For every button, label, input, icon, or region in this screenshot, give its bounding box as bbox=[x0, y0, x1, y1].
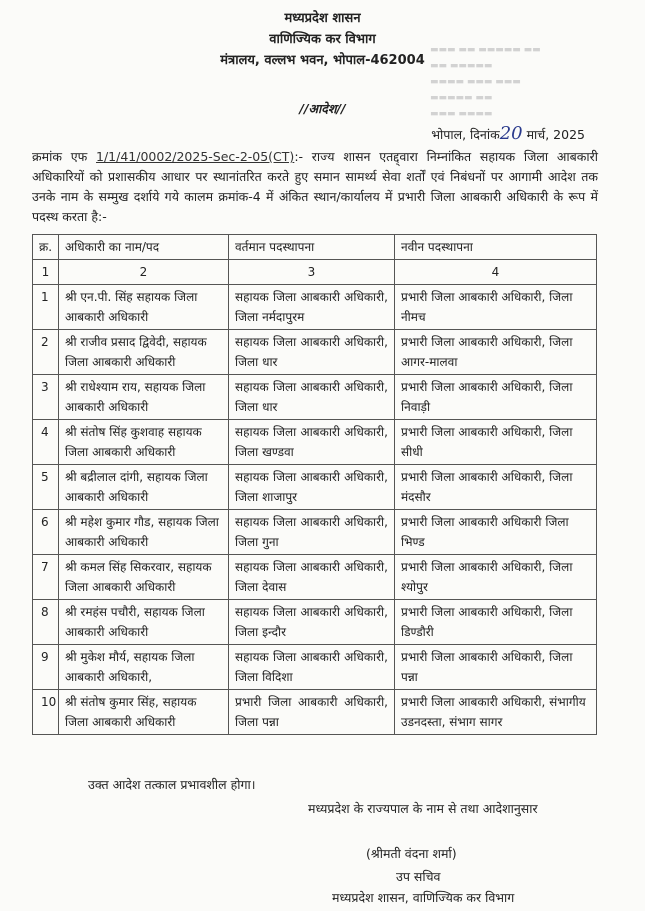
serial-number: 8 bbox=[33, 600, 59, 645]
current-posting: सहायक जिला आबकारी अधिकारी, जिला इन्दौर bbox=[229, 600, 395, 645]
date-prefix: भोपाल, दिनांक bbox=[431, 127, 500, 142]
current-posting: सहायक जिला आबकारी अधिकारी, जिला गुना bbox=[229, 510, 395, 555]
current-posting: सहायक जिला आबकारी अधिकारी, जिला शाजापुर bbox=[229, 465, 395, 510]
order-body bbox=[32, 147, 598, 227]
column-number: 2 bbox=[59, 260, 229, 285]
new-posting: प्रभारी जिला आबकारी अधिकारी, जिला पन्ना bbox=[395, 645, 597, 690]
officer-name: श्री राजीव प्रसाद द्विवेदी, सहायक जिला आबकारी अधिकारी bbox=[59, 330, 229, 375]
officer-name: श्री मुकेश मौर्य, सहायक जिला आबकारी अधिकारी, bbox=[59, 645, 229, 690]
dateline bbox=[431, 123, 585, 144]
column-header: नवीन पदस्थापना bbox=[395, 235, 597, 260]
government-name: मध्यप्रदेश शासन bbox=[284, 11, 361, 26]
new-posting: प्रभारी जिला आबकारी अधिकारी, जिला सीधी bbox=[395, 420, 597, 465]
column-number: 4 bbox=[395, 260, 597, 285]
officer-name: श्री बद्रीलाल दांगी, सहायक जिला आबकारी अधिकारी bbox=[59, 465, 229, 510]
table-row bbox=[33, 375, 597, 420]
table-row bbox=[33, 330, 597, 375]
column-header: अधिकारी का नाम/पद bbox=[59, 235, 229, 260]
current-posting: सहायक जिला आबकारी अधिकारी, जिला धार bbox=[229, 375, 395, 420]
order-number-label: क्रमांक एफ bbox=[32, 149, 97, 164]
column-number: 3 bbox=[229, 260, 395, 285]
effective-statement: उक्त आदेश तत्काल प्रभावशील होगा। bbox=[88, 777, 256, 792]
officer-name: श्री राधेश्याम राय, सहायक जिला आबकारी अधिकारी bbox=[59, 375, 229, 420]
current-posting: प्रभारी जिला आबकारी अधिकारी, जिला पन्ना bbox=[229, 690, 395, 735]
column-number: 1 bbox=[33, 260, 59, 285]
order-title: //आदेश// bbox=[299, 101, 346, 116]
column-header: क्र. bbox=[33, 235, 59, 260]
table-row bbox=[33, 285, 597, 330]
table-row bbox=[33, 465, 597, 510]
signatory-name: (श्रीमती वंदना शर्मा) bbox=[366, 846, 457, 861]
officer-name: श्री संतोष सिंह कुशवाह सहायक जिला आबकारी अधिकारी bbox=[59, 420, 229, 465]
current-posting: सहायक जिला आबकारी अधिकारी, जिला नर्मदापुरम bbox=[229, 285, 395, 330]
current-posting: सहायक जिला आबकारी अधिकारी, जिला विदिशा bbox=[229, 645, 395, 690]
officer-name: श्री रमहंस पचौरी, सहायक जिला आबकारी अधिकारी bbox=[59, 600, 229, 645]
table-row bbox=[33, 690, 597, 735]
serial-number: 1 bbox=[33, 285, 59, 330]
signatory-department: मध्यप्रदेश शासन, वाणिज्यिक कर विभाग bbox=[332, 890, 515, 905]
department-name: वाणिज्यिक कर विभाग bbox=[269, 32, 376, 47]
table-row bbox=[33, 555, 597, 600]
signatory-designation: उप सचिव bbox=[396, 869, 441, 884]
serial-number: 10 bbox=[33, 690, 59, 735]
new-posting: प्रभारी जिला आबकारी अधिकारी, जिला आगर-मालवा bbox=[395, 330, 597, 375]
new-posting: प्रभारी जिला आबकारी अधिकारी, जिला श्योपुर bbox=[395, 555, 597, 600]
new-posting: प्रभारी जिला आबकारी अधिकारी, जिला नीमच bbox=[395, 285, 597, 330]
serial-number: 9 bbox=[33, 645, 59, 690]
table-row bbox=[33, 645, 597, 690]
table-row bbox=[33, 510, 597, 555]
letterhead bbox=[0, 8, 645, 71]
column-number-row bbox=[33, 260, 597, 285]
serial-number: 6 bbox=[33, 510, 59, 555]
bleed-through-text: ▬▬▬ ▬▬ ▬▬▬▬▬ ▬▬ ▬▬ ▬▬▬▬▬ ▬▬▬▬ ▬▬▬ ▬▬▬ ▬▬▬▬▬ ▬▬ ▬▬▬ ▬▬▬▬ bbox=[430, 45, 541, 119]
officer-name: श्री एन.पी. सिंह सहायक जिला आबकारी अधिकारी bbox=[59, 285, 229, 330]
by-order-line: मध्यप्रदेश के राज्यपाल के नाम से तथा आदेशानुसार bbox=[308, 801, 538, 816]
serial-number: 7 bbox=[33, 555, 59, 600]
new-posting: प्रभारी जिला आबकारी अधिकारी जिला भिण्ड bbox=[395, 510, 597, 555]
officer-name: श्री संतोष कुमार सिंह, सहायक जिला आबकारी अधिकारी bbox=[59, 690, 229, 735]
address: मंत्रालय, वल्लभ भवन, भोपाल-462004 bbox=[220, 53, 425, 68]
file-reference: 1/1/41/0002/2025-Sec-2-05(CT) bbox=[96, 149, 295, 164]
current-posting: सहायक जिला आबकारी अधिकारी, जिला धार bbox=[229, 330, 395, 375]
serial-number: 3 bbox=[33, 375, 59, 420]
serial-number: 5 bbox=[33, 465, 59, 510]
order-text: :- राज्य शासन एतद्द्वारा निम्नांकित सहायक जिला आबकारी अधिकारियों को प्रशासकीय आधार पर स्थानांतरित करते हुए समान सामर्थ्य सेवा शर्तों एवं निबंधनों पर आगामी आदेश तक उनके नाम के सम्मुख दर्शाये गये कालम क्रमांक-4 में अंकित स्थान/कार्यालय में प्रभारी जिला आबकारी अधिकारी के रूप में पदस्थ करता है:- bbox=[32, 149, 598, 224]
officer-name: श्री महेश कुमार गौड, सहायक जिला आबकारी अधिकारी bbox=[59, 510, 229, 555]
new-posting: प्रभारी जिला आबकारी अधिकारी, संभागीय उडनदस्ता, संभाग सागर bbox=[395, 690, 597, 735]
serial-number: 2 bbox=[33, 330, 59, 375]
table-row bbox=[33, 600, 597, 645]
column-header: वर्तमान पदस्थापना bbox=[229, 235, 395, 260]
table-header-row bbox=[33, 235, 597, 260]
officer-name: श्री कमल सिंह सिकरवार, सहायक जिला आबकारी अधिकारी bbox=[59, 555, 229, 600]
serial-number: 4 bbox=[33, 420, 59, 465]
transfer-table bbox=[32, 234, 597, 735]
table-row bbox=[33, 420, 597, 465]
new-posting: प्रभारी जिला आबकारी अधिकारी, जिला मंदसौर bbox=[395, 465, 597, 510]
new-posting: प्रभारी जिला आबकारी अधिकारी, जिला डिण्डौरी bbox=[395, 600, 597, 645]
date-rest: मार्च, 2025 bbox=[522, 127, 585, 142]
current-posting: सहायक जिला आबकारी अधिकारी, जिला देवास bbox=[229, 555, 395, 600]
current-posting: सहायक जिला आबकारी अधिकारी, जिला खण्डवा bbox=[229, 420, 395, 465]
handwritten-day: 20 bbox=[499, 123, 523, 144]
new-posting: प्रभारी जिला आबकारी अधिकारी, जिला निवाड़ी bbox=[395, 375, 597, 420]
